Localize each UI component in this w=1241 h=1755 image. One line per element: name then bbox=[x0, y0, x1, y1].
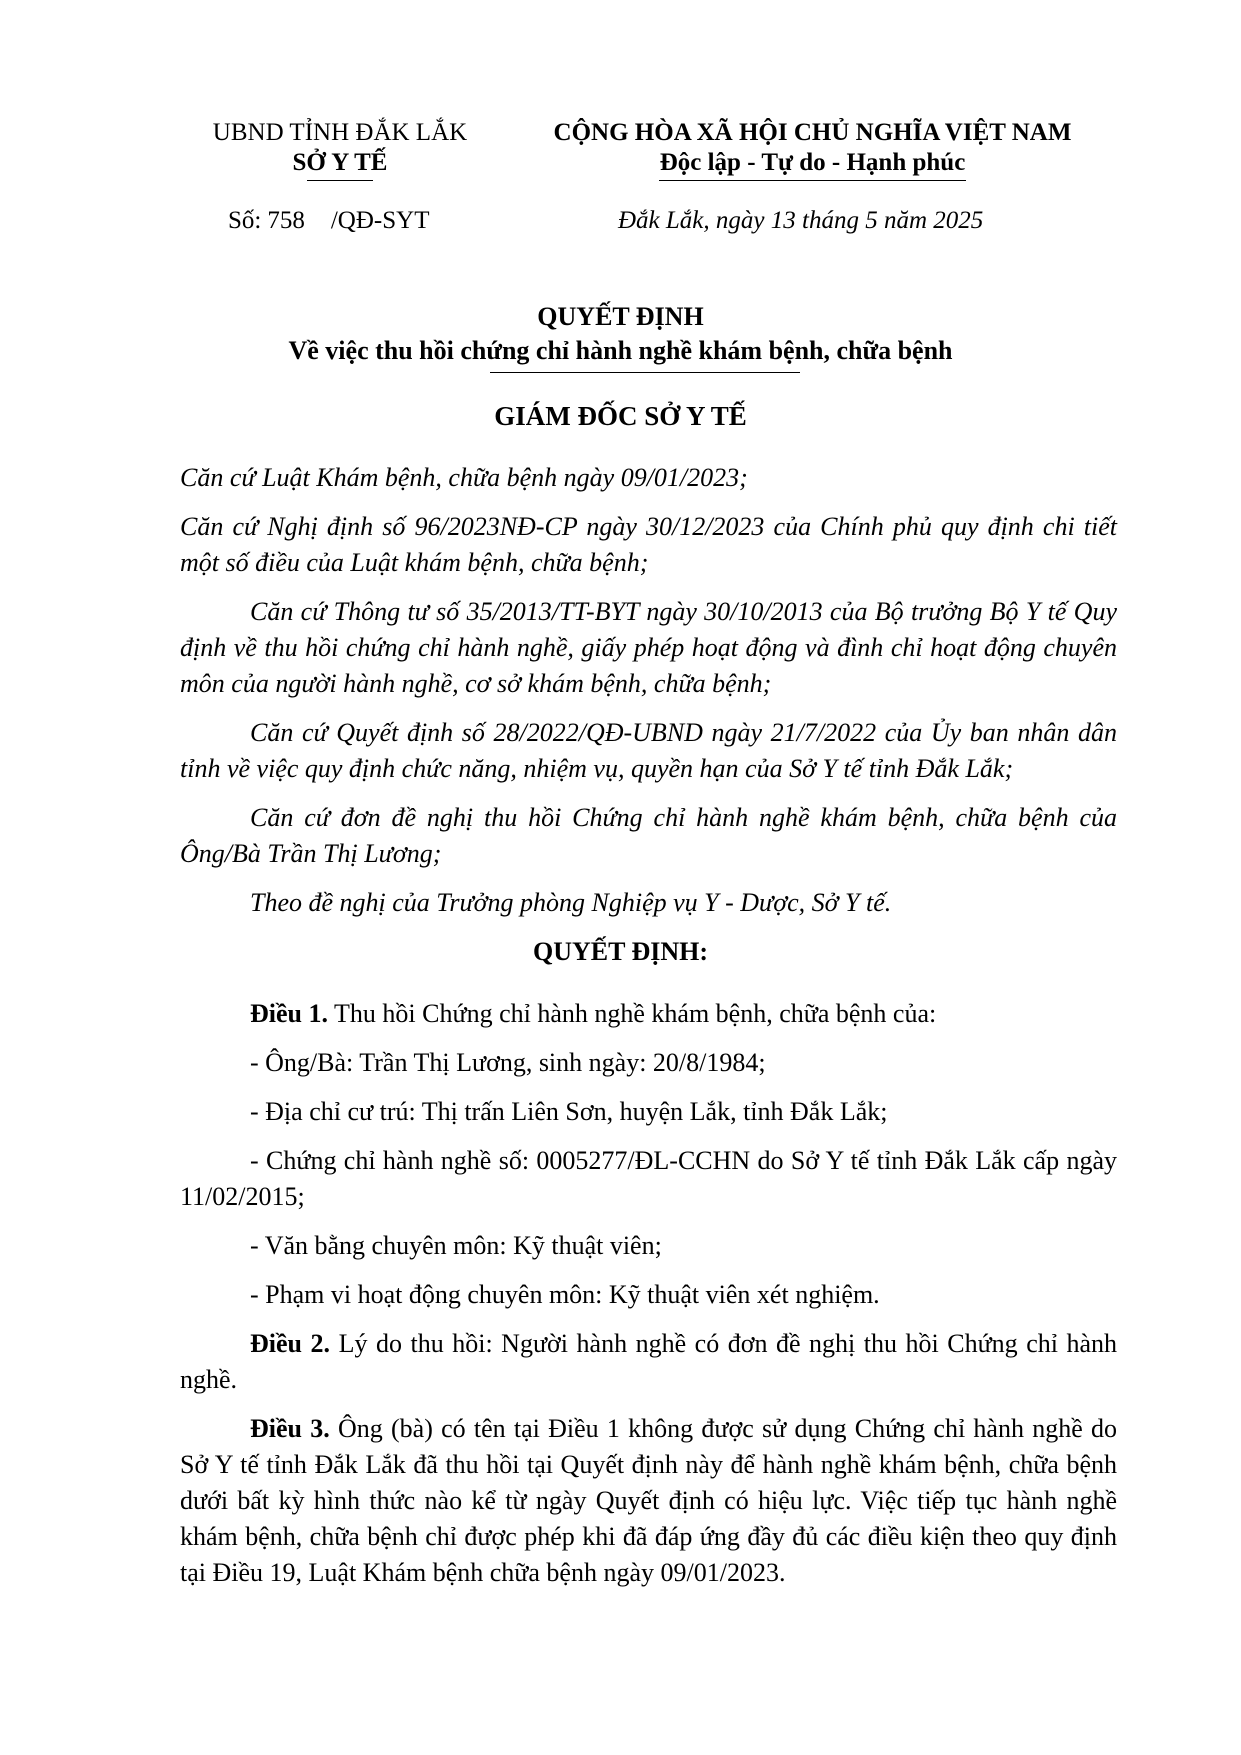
basis-paragraph: Theo đề nghị của Trưởng phòng Nghiệp vụ Y - Dược, Sở Y tế. bbox=[250, 888, 892, 917]
subject-underline bbox=[490, 372, 800, 373]
article-1-label: Điều 1. bbox=[250, 999, 328, 1028]
article-1-item: - Phạm vi hoạt động chuyên môn: Kỹ thuật viên xét nghiệm. bbox=[250, 1280, 880, 1309]
basis-paragraph: Căn cứ Luật Khám bệnh, chữa bệnh ngày 09/01/2023; bbox=[180, 463, 748, 492]
issuer-title: GIÁM ĐỐC SỞ Y TẾ bbox=[494, 401, 747, 431]
basis-paragraph: Căn cứ Nghị định số 96/2023NĐ-CP ngày 30/12/2023 của Chính phủ quy định chi tiết một số điều của Luật khám bệnh, chữa bệnh; bbox=[180, 512, 1117, 577]
article-2-label: Điều 2. bbox=[250, 1329, 331, 1358]
national-header bbox=[545, 118, 1080, 181]
agency-underline bbox=[307, 180, 373, 181]
document-body bbox=[180, 460, 1117, 1604]
agency-parent: UBND TỈNH ĐẮK LẮK bbox=[212, 119, 468, 146]
number-suffix: /QĐ-SYT bbox=[330, 207, 430, 234]
document-subject: Về việc thu hồi chứng chỉ hành nghề khám bệnh, chữa bệnh bbox=[288, 336, 953, 365]
article-3-label: Điều 3. bbox=[250, 1414, 330, 1443]
number-value: 758 bbox=[267, 207, 305, 234]
article-1 bbox=[180, 996, 1117, 1032]
article-1-text: Thu hồi Chứng chỉ hành nghề khám bệnh, chữa bệnh của: bbox=[334, 999, 937, 1028]
article-2-text: Lý do thu hồi: Người hành nghề có đơn đề nghị thu hồi Chứng chỉ hành nghề. bbox=[180, 1329, 1118, 1394]
basis-paragraph: Căn cứ Quyết định số 28/2022/QĐ-UBND ngày 21/7/2022 của Ủy ban nhân dân tỉnh về việc quy định chức năng, nhiệm vụ, quyền hạn của Sở Y tế tỉnh Đắk Lắk; bbox=[180, 718, 1117, 783]
nation-name: CỘNG HÒA XÃ HỘI CHỦ NGHĨA VIỆT NAM bbox=[553, 119, 1072, 146]
agency-name: SỞ Y TẾ bbox=[292, 149, 388, 176]
article-1-item: - Ông/Bà: Trần Thị Lương, sinh ngày: 20/8/1984; bbox=[250, 1048, 766, 1077]
place-date: Đắk Lắk, ngày 13 tháng 5 năm 2025 bbox=[618, 207, 984, 234]
article-1-item: - Văn bằng chuyên môn: Kỹ thuật viên; bbox=[250, 1231, 662, 1260]
agency-header bbox=[180, 118, 500, 181]
article-1-item: - Địa chỉ cư trú: Thị trấn Liên Sơn, huyện Lắk, tỉnh Đắk Lắk; bbox=[250, 1097, 888, 1126]
article-1-item: - Chứng chỉ hành nghề số: 0005277/ĐL-CCHN do Sở Y tế tỉnh Đắk Lắk cấp ngày 11/02/2015; bbox=[180, 1146, 1117, 1211]
article-2 bbox=[180, 1326, 1117, 1398]
document-number bbox=[228, 206, 429, 236]
article-3 bbox=[180, 1411, 1117, 1591]
basis-paragraph: Căn cứ Thông tư số 35/2013/TT-BYT ngày 30/10/2013 của Bộ trưởng Bộ Y tế Quy định về thu hồi chứng chỉ hành nghề, giấy phép hoạt động và đình chỉ hoạt động chuyên môn của người hành nghề, cơ sở khám bệnh, chữa bệnh; bbox=[180, 597, 1117, 698]
document-type: QUYẾT ĐỊNH bbox=[537, 302, 704, 331]
motto-underline bbox=[659, 180, 966, 181]
number-prefix: Số: bbox=[228, 207, 262, 234]
article-3-text: Ông (bà) có tên tại Điều 1 không được sử dụng Chứng chỉ hành nghề do Sở Y tế tỉnh Đắk Lắk đã thu hồi tại Quyết định này để hành nghề khám bệnh, chữa bệnh dưới bất kỳ hình thức nào kể từ ngày Quyết định có hiệu lực. Việc tiếp tục hành nghề khám bệnh, chữa bệnh chỉ được phép khi đã đáp ứng đầy đủ các điều kiện theo quy định tại Điều 19, Luật Khám bệnh chữa bệnh ngày 09/01/2023. bbox=[180, 1414, 1117, 1587]
basis-paragraph: Căn cứ đơn đề nghị thu hồi Chứng chỉ hành nghề khám bệnh, chữa bệnh của Ông/Bà Trần Thị Lương; bbox=[180, 803, 1117, 868]
national-motto: Độc lập - Tự do - Hạnh phúc bbox=[659, 149, 966, 176]
decision-heading: QUYẾT ĐỊNH: bbox=[532, 937, 709, 966]
